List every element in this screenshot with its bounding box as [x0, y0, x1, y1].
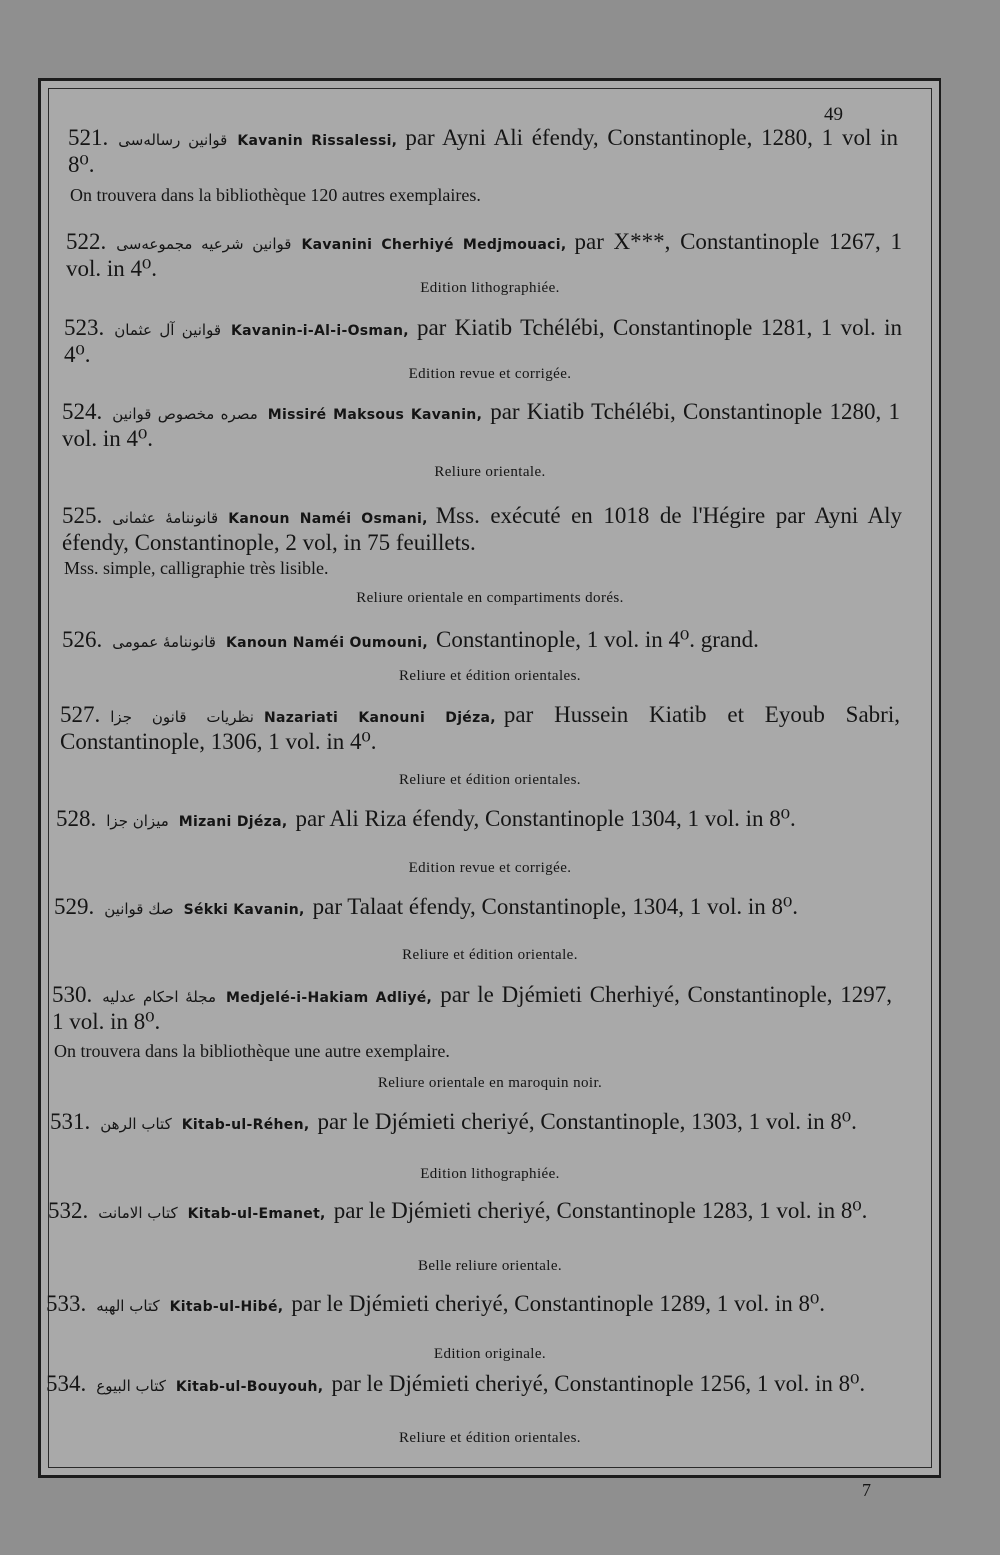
arabic-title: مصره مخصوص قوانين — [112, 405, 258, 423]
binding-note: Reliure orientale en compartiments dorés. — [356, 590, 624, 606]
entry-title: Kitab-ul-Bouyouh, — [175, 1379, 324, 1395]
catalog-entry — [62, 628, 900, 655]
catalog-entry — [46, 1372, 888, 1399]
entry-number: 529. — [54, 894, 95, 919]
arabic-title: قوانين رساله‌سى — [118, 131, 228, 149]
entry-number: 523. — [64, 315, 105, 340]
arabic-title: قانوننامۀ عمومى — [112, 633, 216, 651]
entry-number: 530. — [52, 982, 93, 1007]
entry-details: Mss. exécuté en 1018 de l'Hégire par Ayni Aly éfendy, Constantinople, 2 vol, in 75 feuillets. — [62, 503, 902, 555]
entry-details: par le Djémieti cheriyé, Constantinople, 1303, 1 vol. in 8⁰. — [317, 1109, 857, 1134]
entry-number: 534. — [46, 1371, 87, 1396]
entry-title: Kavanin-i-Al-i-Osman, — [231, 323, 409, 339]
entry-number: 532. — [48, 1198, 89, 1223]
entry-title: Kanoun Naméi Osmani, — [228, 511, 428, 527]
sheet-number: 7 — [862, 1480, 871, 1500]
entry-title: Medjelé-i-Hakiam Adliyé, — [225, 990, 433, 1006]
catalog-entry — [50, 1110, 890, 1137]
arabic-title: نظريات قانون جزا — [110, 708, 254, 726]
arabic-title: كتاب الامانت — [98, 1204, 178, 1222]
binding-note: Reliure et édition orientale. — [402, 947, 578, 963]
entry-details: Constantinople, 1 vol. in 4⁰. grand. — [436, 627, 759, 652]
entry-title: Kavanini Cherhiyé Medjmouaci, — [301, 237, 567, 253]
entry-title: Sékki Kavanin, — [183, 902, 305, 918]
catalog-entry — [46, 1292, 888, 1319]
entry-number: 521. — [68, 125, 109, 150]
entry-details: par Ali Riza éfendy, Constantinople 1304, 1 vol. in 8⁰. — [295, 806, 796, 831]
arabic-title: قانوننامۀ عثمانى — [112, 509, 219, 527]
entry-details: par X***, Constantinople 1267, 1 vol. in 4⁰. — [66, 229, 902, 281]
binding-note: Edition originale. — [433, 1346, 547, 1362]
catalog-entry — [68, 126, 898, 177]
entry-title: Kanoun Naméi Oumouni, — [225, 635, 428, 651]
entry-remark: Mss. simple, calligraphie très lisible. — [64, 558, 329, 578]
catalog-entry — [56, 807, 896, 834]
arabic-title: مجلۀ احكام عدليه — [102, 988, 216, 1006]
entry-remark: On trouvera dans la bibliothèque une autre exemplaire. — [54, 1041, 450, 1061]
entry-details: par le Djémieti cheriyé, Constantinople 1283, 1 vol. in 8⁰. — [333, 1198, 868, 1223]
entry-number: 525. — [62, 503, 103, 528]
binding-note: Belle reliure orientale. — [417, 1258, 563, 1274]
page-number: 49 — [824, 104, 843, 125]
entry-details: par Kiatib Tchélébi, Constantinople 1280, 1 vol. in 4⁰. — [62, 399, 900, 451]
binding-note: Edition lithographiée. — [420, 1166, 560, 1182]
entry-number: 522. — [66, 229, 107, 254]
entry-title: Mizani Djéza, — [178, 814, 288, 830]
arabic-title: كتاب البيوع — [96, 1377, 166, 1395]
entry-title: Kitab-ul-Emanet, — [187, 1206, 326, 1222]
arabic-title: ميزان جزا — [106, 812, 169, 830]
binding-note: Reliure et édition orientales. — [399, 1430, 581, 1446]
binding-note: Reliure et édition orientales. — [399, 772, 581, 788]
arabic-title: قوانين آل عثمان — [114, 321, 221, 339]
arabic-title: صك قوانين — [104, 900, 174, 918]
entry-title: Kitab-ul-Réhen, — [181, 1117, 310, 1133]
arabic-title: كتاب الهبه — [96, 1297, 160, 1315]
entry-number: 527. — [60, 702, 101, 727]
binding-note: Reliure orientale. — [434, 464, 546, 480]
binding-note: Edition revue et corrigée. — [408, 366, 572, 382]
catalog-entry — [52, 983, 892, 1034]
entry-details: par Kiatib Tchélébi, Constantinople 1281, 1 vol. in 4⁰. — [64, 315, 902, 367]
entry-title: Kavanin Rissalessi, — [237, 133, 398, 149]
catalog-entry — [62, 400, 900, 451]
entry-number: 528. — [56, 806, 97, 831]
entry-title: Kitab-ul-Hibé, — [169, 1299, 284, 1315]
entry-details: par le Djémieti Cherhiyé, Constantinople, 1297, 1 vol. in 8⁰. — [52, 982, 893, 1034]
binding-note: Reliure orientale en maroquin noir. — [377, 1075, 603, 1091]
entry-details: par le Djémieti cheriyé, Constantinople 1289, 1 vol. in 8⁰. — [291, 1291, 825, 1316]
binding-note: Reliure et édition orientales. — [399, 668, 581, 684]
binding-note: Edition revue et corrigée. — [408, 860, 572, 876]
entry-number: 526. — [62, 627, 103, 652]
catalog-entry — [54, 895, 894, 922]
catalog-entry — [60, 703, 900, 754]
entry-title: Nazariati Kanouni Djéza, — [263, 710, 496, 726]
arabic-title: كتاب الرهن — [100, 1115, 172, 1133]
entry-number: 531. — [50, 1109, 91, 1134]
catalog-entry — [62, 504, 902, 555]
entry-remark: On trouvera dans la bibliothèque 120 autres exemplaires. — [70, 185, 481, 205]
entry-title: Missiré Maksous Kavanin, — [267, 407, 483, 423]
entry-details: par le Djémieti cheriyé, Constantinople 1256, 1 vol. in 8⁰. — [331, 1371, 866, 1396]
catalog-entry — [48, 1199, 888, 1226]
binding-note: Edition lithographiée. — [420, 280, 560, 296]
entry-details: par Hussein Kiatib et Eyoub Sabri, Constantinople, 1306, 1 vol. in 4⁰. — [60, 702, 900, 754]
catalog-entry — [64, 316, 902, 367]
entry-number: 533. — [46, 1291, 87, 1316]
arabic-title: قوانين شرعيه مجموعه‌سى — [116, 235, 292, 253]
entry-details: par Talaat éfendy, Constantinople, 1304, 1 vol. in 8⁰. — [312, 894, 799, 919]
entry-details: par Ayni Ali éfendy, Constantinople, 1280, 1 vol in 8⁰. — [68, 125, 899, 177]
catalog-entry — [66, 230, 902, 281]
entry-number: 524. — [62, 399, 103, 424]
